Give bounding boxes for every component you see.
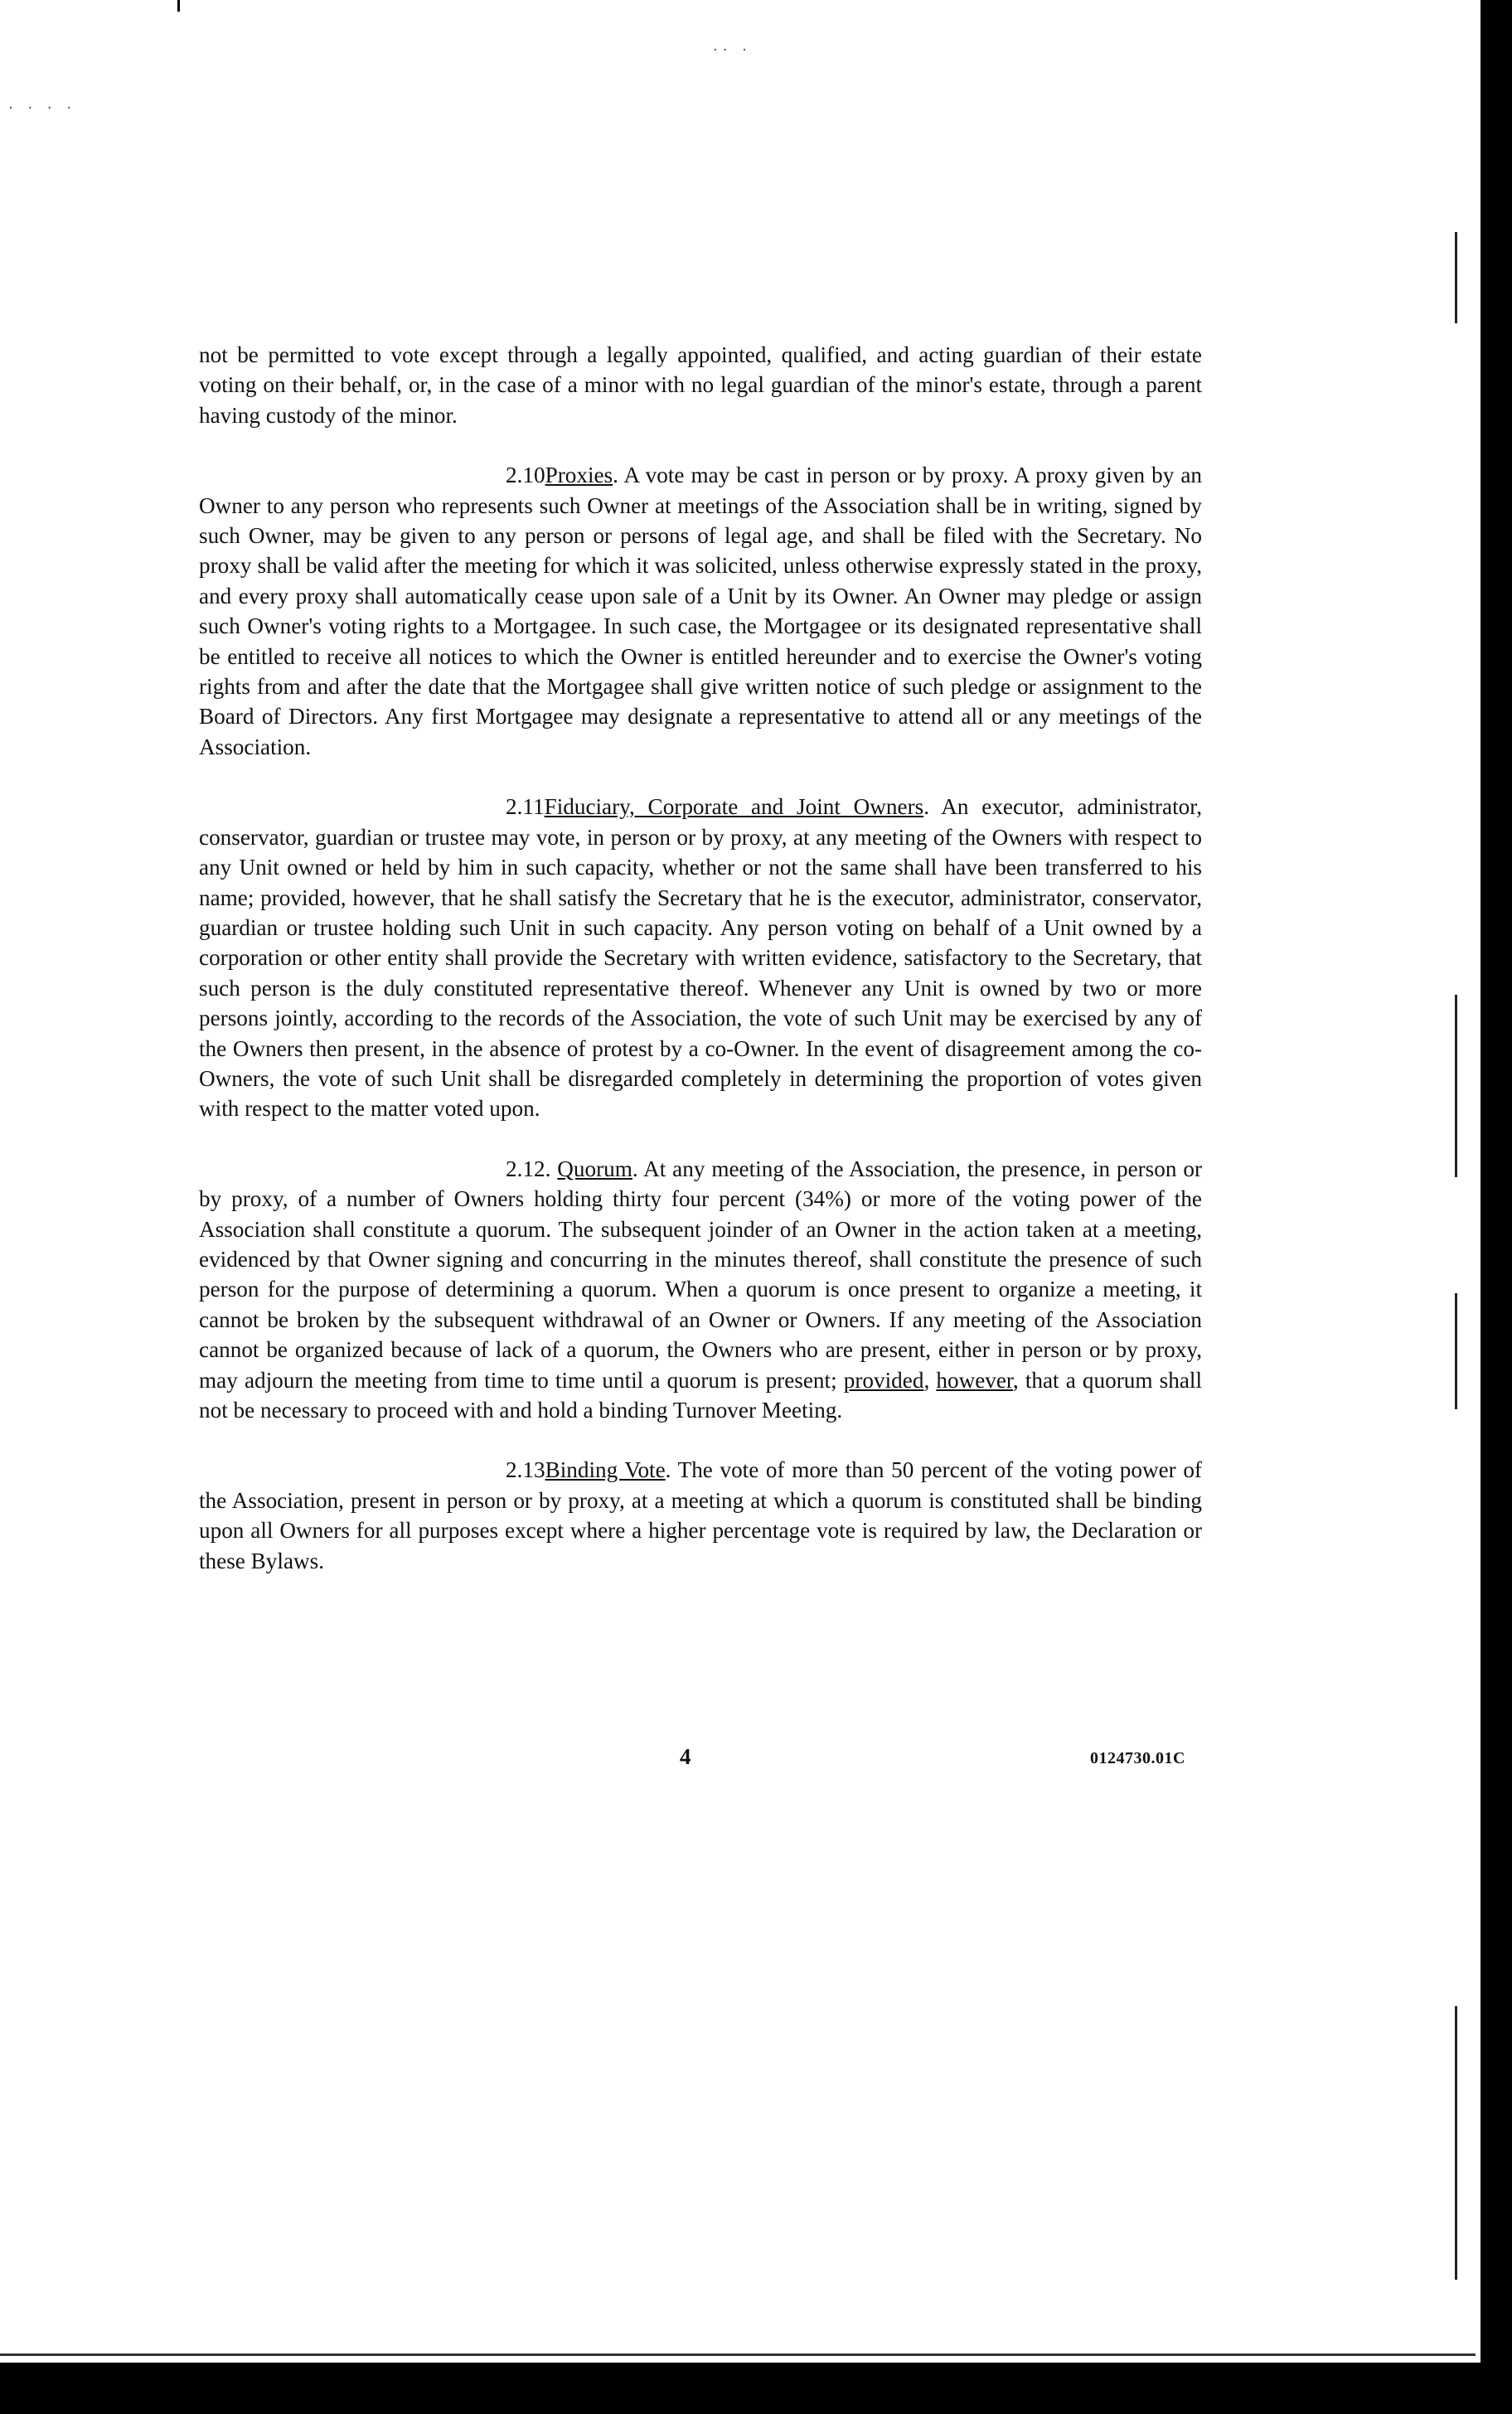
separator: , <box>923 1367 937 1393</box>
section-heading: Quorum <box>557 1156 632 1181</box>
scan-border-right <box>1480 0 1512 2414</box>
emphasis-provided: provided <box>843 1367 924 1393</box>
section-heading: Binding Vote <box>545 1457 666 1483</box>
section-number: 2.11 <box>506 794 545 820</box>
section-prefix: . <box>545 1156 558 1181</box>
scan-artifact-top <box>177 0 180 12</box>
scan-mark-right-2 <box>1455 995 1457 1177</box>
section-2-12 <box>199 1154 1202 1426</box>
page-footer <box>199 1744 1185 1777</box>
scan-line-bottom <box>0 2353 1476 2356</box>
document-body <box>199 340 1202 1606</box>
section-2-13 <box>199 1455 1202 1576</box>
section-2-10 <box>199 460 1202 762</box>
section-number: 2.13 <box>506 1457 545 1483</box>
section-2-11 <box>199 792 1202 1123</box>
section-text: . An executor, administrator, conservator, guardian or trustee may vote, in person or by proxy, at any meeting of the Owners with respect to any Unit owned or held by him in such capacity, whether or not the same shall have been transferred to his name; provided, however, that he shall satisfy the Secretary that he is the executor, administrator, conservator, guardian or trustee holding such Unit in such capacity. Any person voting on behalf of a Unit owned by a corporation or other entity shall provide the Secretary with written evidence, satisfactory to the Secretary, that such person is the duly constituted representative thereof. Whenever any Unit is owned by two or more persons jointly, according to the records of the Association, the vote of such Unit may be exercised by any of the Owners then present, in the absence of protest by a co-Owner. In the event of disagreement among the co-Owners, the vote of such Unit shall be disregarded completely in determining the proportion of votes given with respect to the matter voted upon. <box>199 794 1202 1122</box>
section-heading: Proxies <box>545 463 613 488</box>
scan-border-bottom <box>0 2363 1512 2414</box>
scan-mark-right-1 <box>1455 232 1457 323</box>
paragraph-text: not be permitted to vote except through a legally appointed, qualified, and acting guardian of their estate voting on their behalf, or, in the case of a minor with no legal guardian of the minor's estate, through a parent having custody of the minor. <box>199 342 1202 428</box>
scan-specks-top: ·· · <box>713 41 752 59</box>
emphasis-however: however <box>936 1367 1013 1393</box>
scan-specks-left: · · · · <box>8 99 77 117</box>
paragraph-continuation <box>199 340 1202 430</box>
section-text-end: , that a quorum shall not be necessary to proceed with and hold a binding Turnover Meeting. <box>199 1367 1202 1423</box>
document-id: 0124730.01C <box>1090 1749 1185 1767</box>
section-number: 2.12 <box>506 1156 545 1181</box>
section-text: . The vote of more than 50 percent of the voting power of the Association, present in person or by proxy, at a meeting at which a quorum is constituted shall be binding upon all Owners for all purposes except where a higher percentage vote is required by law, the Declaration or these Bylaws. <box>199 1457 1202 1573</box>
section-heading: Fiduciary, Corporate and Joint Owners <box>544 794 924 820</box>
scan-mark-right-4 <box>1455 2006 1457 2280</box>
section-number: 2.10 <box>506 463 545 488</box>
page-number: 4 <box>680 1744 691 1769</box>
section-text: . A vote may be cast in person or by proxy. A proxy given by an Owner to any person who represents such Owner at meetings of the Association shall be in writing, signed by such Owner, may be given to any person or persons of legal age, and shall be filed with the Secretary. No proxy shall be valid after the meeting for which it was solicited, unless otherwise expressly stated in the proxy, and every proxy shall automatically cease upon sale of a Unit by its Owner. An Owner may pledge or assign such Owner's voting rights to a Mortgagee. In such case, the Mortgagee or its designated representative shall be entitled to receive all notices to which the Owner is entitled hereunder and to exercise the Owner's voting rights from and after the date that the Mortgagee shall give written notice of such pledge or assignment to the Board of Directors. Any first Mortgagee may designate a representative to attend all or any meetings of the Association. <box>199 463 1202 759</box>
scan-mark-right-3 <box>1455 1293 1457 1409</box>
section-text: . At any meeting of the Association, the presence, in person or by proxy, of a number of Owners holding thirty four percent (34%) or more of the voting power of the Association shall constitute a quorum. The subsequent joinder of an Owner in the action taken at a meeting, evidenced by that Owner signing and concurring in the minutes thereof, shall constitute the presence of such person for the purpose of determining a quorum. When a quorum is once present to organize a meeting, it cannot be broken by the subsequent withdrawal of an Owner or Owners. If any meeting of the Association cannot be organized because of lack of a quorum, the Owners who are present, either in person or by proxy, may adjourn the meeting from time to time until a quorum is present; <box>199 1156 1202 1393</box>
